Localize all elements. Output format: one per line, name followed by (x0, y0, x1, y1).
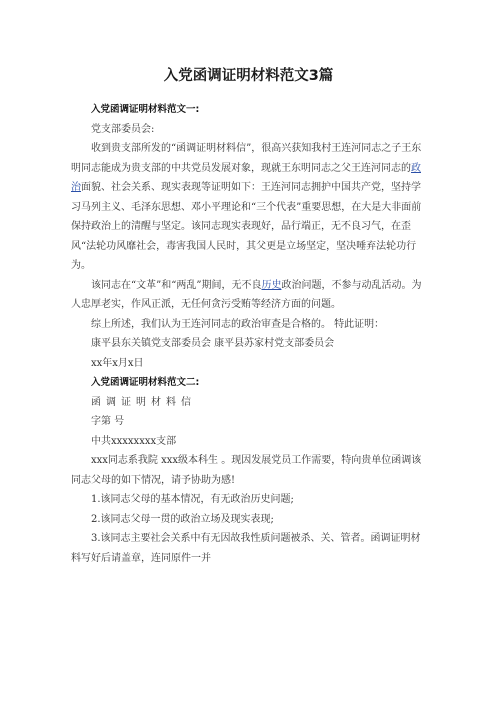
recipient: 中共xxxxxxxx支部 (91, 435, 177, 447)
paragraph-2-text-b: 政治问题，不参与动乱活动。为人忠厚老实，作风正派，无任何贪污受贿等经济方面的问题。 (71, 279, 422, 310)
link-history[interactable]: 历史 (261, 279, 282, 291)
paragraph-3: 综上所述，我们认为王连河同志的政治审查是合格的。 特此证明： (91, 318, 385, 330)
document-number: 字第 号 (91, 416, 125, 427)
list-item-2: 2.该同志父母一贯的政治立场及现实表现; (91, 513, 274, 525)
form-title: 函调证明材料信 (91, 396, 196, 408)
section-heading-sample-1: 入党函调证明材料范文一: (91, 104, 200, 115)
document-page (71, 66, 426, 568)
intro-paragraph: xxx同志系我院 xxx级本科生 。现因发展党员工作需要，特向贵单位函调该同志父母的如下情况，请予协助为感! (71, 455, 422, 486)
paragraph-1-text-b: 面貌、社会关系、现实表现等证明如下：王连河同志拥护中国共产党，坚持学习马列主义、毛泽东思想、邓小平理论和“三个代表”重要思想，在大是大非面前保持政治上的清醒与坚定。该同志现实表现好，品行端正，无不良习气，在歪风“法轮功风靡社会，毒害我国人民时，其父更是立场坚定，坚决唾弃法轮功行为。 (71, 182, 422, 271)
paragraph-1 (71, 139, 426, 276)
section-heading-sample-2: 入党函调证明材料范文二: (91, 377, 200, 388)
link-politics[interactable]: 政治 (71, 162, 421, 193)
paragraph-1-text-a: 收到贵支部所发的“函调证明材料信”，很高兴获知我村王连河同志之子王东明同志能成为贵支部的中共党员发展对象，现就王东明同志之父王连河同志的 (71, 143, 422, 174)
signature-line: 康平县东关镇党支部委员会 康平县苏家村党支部委员会 (91, 338, 335, 349)
paragraph-2-text-a: 该同志在“文革”和“两乱”期间，无不良 (91, 279, 262, 291)
date-line: xx年x月x日 (91, 357, 144, 369)
paragraph-2 (71, 276, 426, 315)
salutation: 党支部委员会: (91, 123, 155, 135)
list-item-1: 1.该同志父母的基本情况，有无政治历史问题; (91, 494, 294, 505)
document-title: 入党函调证明材料范文3篇 (163, 68, 334, 84)
list-item-3: 3.该同志主要社会关系中有无因故我性质问题被杀、关、管者。函调证明材料写好后请盖章，连同原件一并 (71, 533, 421, 564)
